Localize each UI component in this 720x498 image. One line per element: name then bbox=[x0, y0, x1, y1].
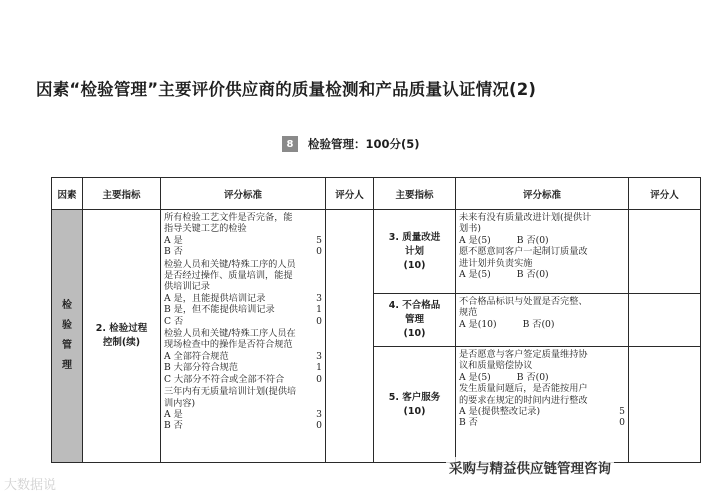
indicator-customer-service bbox=[374, 347, 456, 463]
section-heading bbox=[282, 136, 420, 152]
question-line: 三年内有无质量培训计划(提供培 bbox=[164, 386, 297, 398]
indicator-line: 管理 bbox=[404, 314, 424, 325]
scorer-cell-quality-improvement[interactable] bbox=[629, 210, 701, 294]
option-label: C 否 bbox=[164, 315, 184, 327]
factor-char: 检 bbox=[62, 300, 72, 311]
question-line: 所有检验工艺文件是否完备，能 bbox=[164, 212, 293, 223]
evaluation-table bbox=[51, 177, 701, 463]
option-yes: A 是(5) bbox=[459, 269, 491, 281]
question-line: 的要求在规定的时间内进行整改 bbox=[459, 394, 588, 406]
criteria-section bbox=[164, 328, 322, 385]
criteria-section bbox=[164, 259, 322, 327]
header-criteria: 评分标准 bbox=[161, 178, 326, 210]
option-score: 3 bbox=[316, 408, 322, 420]
option-score: 5 bbox=[619, 406, 625, 418]
watermark-right: 采购与精益供应链管理咨询 bbox=[446, 457, 614, 477]
option-score: 3 bbox=[316, 350, 322, 362]
factor-char: 验 bbox=[62, 320, 72, 331]
criteria-section bbox=[164, 212, 322, 258]
question-line: 训内容) bbox=[164, 397, 196, 409]
indicator-line: (10) bbox=[403, 259, 426, 271]
question-line: 发生质量问题后，是否能按用户 bbox=[459, 383, 588, 395]
scorer-cell-customer-service[interactable] bbox=[629, 347, 701, 463]
indicator-line: (10) bbox=[403, 405, 426, 417]
option-label: A 是 bbox=[164, 408, 183, 420]
option-yes: A 是(5) bbox=[459, 234, 491, 246]
question-line: 未来有没有质量改进计划(提供计 bbox=[459, 212, 592, 223]
option-score: 0 bbox=[619, 417, 625, 429]
table-header-row bbox=[52, 178, 701, 210]
option-score: 0 bbox=[316, 420, 322, 432]
factor-char: 理 bbox=[62, 360, 72, 371]
option-label: B 大部分符合规范 bbox=[164, 362, 238, 374]
watermark-left: 大数据说 bbox=[4, 478, 57, 493]
option-score: 1 bbox=[316, 362, 322, 374]
option-score: 1 bbox=[316, 304, 322, 316]
indicator-line: 2. 检验过程 bbox=[95, 323, 148, 334]
option-label: A 是，且能提供培训记录 bbox=[164, 292, 266, 304]
scorer-cell-nonconforming[interactable] bbox=[629, 294, 701, 347]
option-label: B 否 bbox=[164, 420, 183, 432]
indicator-line: (10) bbox=[403, 328, 426, 339]
question-line: 进计划并负责实施 bbox=[459, 257, 533, 269]
indicator-line: 3. 质量改进 bbox=[388, 231, 441, 243]
option-label: A 是(提供整改记录) bbox=[459, 406, 541, 418]
question-line: 是否愿意与客户签定质量维持协 bbox=[459, 349, 588, 360]
criteria-inspection-process bbox=[161, 210, 326, 463]
indicator-nonconforming bbox=[374, 294, 456, 347]
option-label: B 否 bbox=[164, 246, 183, 258]
indicator-line: 计划 bbox=[404, 245, 424, 257]
question-line: 划书) bbox=[459, 223, 481, 235]
option-label: B 是，但不能提供培训记录 bbox=[164, 304, 275, 316]
indicator-quality-improvement bbox=[374, 210, 456, 294]
option-label: C 大部分不符合或全部不符合 bbox=[164, 373, 285, 385]
question-line: 指导关键工艺的检验 bbox=[164, 223, 247, 235]
option-yes: A 是(10) bbox=[459, 318, 497, 330]
page-title: 因素“检验管理”主要评价供应商的质量检测和产品质量认证情况(2) bbox=[36, 80, 537, 99]
factor-char: 管 bbox=[62, 340, 72, 351]
question-line: 供培训记录 bbox=[164, 281, 210, 293]
question-line: 检验人员和关键/特殊工序人员在 bbox=[164, 328, 296, 340]
header-criteria-right: 评分标准 bbox=[456, 178, 629, 210]
criteria-section bbox=[164, 386, 322, 432]
factor-cell bbox=[52, 210, 83, 463]
option-score: 0 bbox=[316, 315, 322, 327]
question-line: 检验人员和关键/特殊工序的人员 bbox=[164, 258, 296, 270]
option-yes: A 是(5) bbox=[459, 371, 491, 383]
option-no: B 否(0) bbox=[516, 371, 549, 383]
section-number-badge: 8 bbox=[282, 136, 298, 152]
header-indicator: 主要指标 bbox=[83, 178, 161, 210]
option-score: 3 bbox=[316, 292, 322, 304]
indicator-line: 控制(续) bbox=[102, 337, 141, 348]
header-scorer: 评分人 bbox=[326, 178, 374, 210]
question-line: 愿不愿意同客户一起制订质量改 bbox=[459, 246, 588, 258]
option-no: B 否(0) bbox=[516, 234, 549, 246]
option-score: 0 bbox=[316, 246, 322, 258]
option-label: A 是 bbox=[164, 234, 183, 246]
scorer-cell-left[interactable] bbox=[326, 210, 374, 463]
option-score: 5 bbox=[316, 234, 322, 246]
header-factor: 因素 bbox=[52, 178, 83, 210]
criteria-nonconforming bbox=[456, 294, 629, 347]
indicator-inspection-process bbox=[83, 210, 161, 463]
question-line: 是否经过操作、质量培训，能提 bbox=[164, 270, 293, 282]
question-line: 不合格品标识与处置是否完整、 bbox=[459, 296, 588, 307]
header-indicator-right: 主要指标 bbox=[374, 178, 456, 210]
option-score: 0 bbox=[316, 373, 322, 385]
indicator-line: 5. 客户服务 bbox=[388, 391, 441, 403]
option-label: B 否 bbox=[459, 417, 478, 429]
header-scorer-right: 评分人 bbox=[629, 178, 701, 210]
question-line: 现场检查中的操作是否符合规范 bbox=[164, 339, 293, 351]
option-no: B 否(0) bbox=[516, 269, 549, 281]
criteria-customer-service bbox=[456, 347, 629, 463]
question-line: 规范 bbox=[459, 307, 478, 319]
option-no: B 否(0) bbox=[522, 318, 555, 330]
option-label: A 全部符合规范 bbox=[164, 350, 229, 362]
question-line: 议和质量赔偿协议 bbox=[459, 360, 533, 372]
section-heading-text: 检验管理：100分(5) bbox=[308, 137, 420, 151]
indicator-line: 4. 不合格品 bbox=[388, 300, 441, 311]
criteria-quality-improvement bbox=[456, 210, 629, 294]
